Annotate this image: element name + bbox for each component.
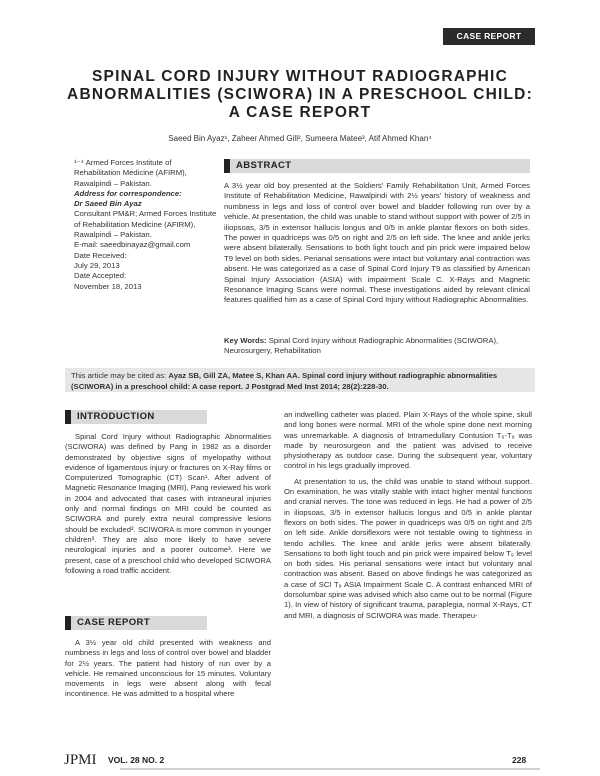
introduction-heading-text: INTRODUCTION <box>77 411 155 422</box>
introduction-paragraph: Spinal Cord Injury without Radiographic Abnormalities (SCIWORA) was defined by Pang in 1982 as a disorder demonstrated by objective signs of myelopathy without evidence of ligamentous injury or fractures on X-Ray films or Computerized Tomographic (CT) Scan¹. After advent of Magnetic Resonance Imaging (MRI), Pang reviewed his work in 2004 and advocated that cases with intraneural injuries only and normal findings on MRI could be counted as SCIWORA and purely extra neural compressive lesions should be excluded². SCIWORA is more common in younger children³. They are also more likely to have severe neurological injuries and a poorer outcome³. Here we present, case of a preschool child who developed SCIWORA following a road traffic accident. <box>65 432 271 575</box>
citation-prefix: This article may be cited as: <box>71 371 167 380</box>
correspondence-address: Consultant PM&R; Armed Forces Institute of Rehabilitation Medicine (AFIRM), Rawalpindi – Pakistan. <box>74 209 217 240</box>
correspondence-heading: Address for correspondence: <box>74 188 182 198</box>
article-type-tag: CASE REPORT <box>443 28 535 45</box>
correspondent-name: Dr Saeed Bin Ayaz <box>74 199 142 209</box>
right-column-body <box>284 410 532 626</box>
affiliation-institution: ¹⁻⁴ Armed Forces Institute of Rehabilitation Medicine (AFIRM), Rawalpindi – Pakistan. <box>74 158 187 188</box>
keywords-label: Key Words: <box>224 336 267 345</box>
abstract-body: A 3½ year old boy presented at the Soldiers' Family Rehabilitation Unit, Armed Forces Institute of Rehabilitation Medicine, Rawalpindi with 2½ years' history of weakness and numbness in legs and loss of control over bowel and bladder following run over by a vehicle. At presentation, the child was unable to stand without support with power of 2/5 in iliopsoas, 3/5 in extensor hallucis longus and 0/5 in ankle plantar flexors on both sides. The power in quadriceps was 0/5 on right and 2/5 on left side. The knee and ankle jerks were absent bilaterally. Sensations to both light touch and pin prick were impaired below T9 level on both sides. Perianal sensations were intact but voluntary anal contraction was absent. He was categorized as a case of Spinal Cord Injury T9 as classified by American Spinal Injury Association (ASIA) with impairment Scale C. X-Rays and Magnetic Resonance Imaging Scans were normal. These investigations aided by relevant clinical features qualified him as a case of Spinal Cord Injury without Radiographic Abnormalities. <box>224 181 530 305</box>
author-list: Saeed Bin Ayaz¹, Zaheer Ahmed Gill², Sumeera Matee³, Atif Ahmed Khan⁴ <box>168 134 432 143</box>
accepted-label: Date Accepted: <box>74 271 127 281</box>
abstract-heading <box>224 159 530 173</box>
abstract-heading-text: ABSTRACT <box>236 160 292 171</box>
introduction-body <box>65 432 271 581</box>
received-label: Date Received: <box>74 250 127 260</box>
footer-rule <box>120 768 540 770</box>
case-report-body <box>65 638 271 705</box>
citation-text: Ayaz SB, Gill ZA, Matee S, Khan AA. Spinal cord injury without radiographic abnormalities (SCIWORA) in a preschool child: A case report. J Postgrad Med Inst 2014; 28(2):228-30. <box>71 371 498 391</box>
article-title: SPINAL CORD INJURY WITHOUT RADIOGRAPHIC ABNORMALITIES (SCIWORA) IN A PRESCHOOL CHILD: A CASE REPORT <box>67 68 533 121</box>
keywords-text: Spinal Cord Injury without Radiographic Abnormalities (SCIWORA), Neurosurgery, Rehabilitation <box>224 336 499 356</box>
correspondence-email[interactable]: E-mail: saeedbinayaz@gmail.com <box>74 240 191 250</box>
journal-logo: JPMI <box>64 752 97 768</box>
right-column-paragraph: At presentation to us, the child was unable to stand without support. On examination, he was vitally stable with intact higher mental functions and cranial nerves. The tone was reduced in legs. He had a power of 2/5 in iliopsoas, 3/5 in extensor hallucis longus and 0/5 in ankle plantar flexors on both sides. The power in quadriceps was 0/5 on right and 2/5 on left side. Ankle dorsiflexors were not testable owing to tightness in tendo achilles. The knee and ankle jerks were absent bilaterally. Sensations to both light touch and pin prick were impaired below T₉ level on both sides. His perianal sensations were intact but voluntary anal contraction was absent. Based on above findings he was categorized as a case of SCI T₉ ASIA Impairment Scale C. A contrast enhanced MRI of dorsolumbar spine was advised which also came out to be normal (Figure 1). In view of history of significant trauma, paraplegia, normal X-Rays, CT and MRI, a diagnosis of SCIWORA was made. Therapeu- <box>284 476 532 620</box>
keywords <box>224 336 530 357</box>
case-report-paragraph: A 3½ year old child presented with weakness and numbness in legs and loss of control over bowel and bladder for 2½ years. The patient had history of run over by a vehicle. He remained unconscious for 15 minutes. Voluntary movements in legs were absent along with fecal incontinence. He was admitted to a hospital where <box>65 638 271 699</box>
received-date: July 29, 2013 <box>74 260 120 270</box>
introduction-heading <box>65 410 207 424</box>
case-report-heading-text: CASE REPORT <box>77 617 151 628</box>
page-number: 228 <box>512 755 527 765</box>
affiliation-block <box>74 158 220 292</box>
right-column-paragraph: an indwelling catheter was placed. Plain X-Rays of the whole spine, skull and long bones were normal. MRI of the whole spine done next morning was unremarkable. A diagnosis of Intramedullary Contusion T₆-T₈ was made by neurosurgeon and the patient was advised to receive physiotherapy as outdoor case. During the subsequent year, voluntary control in his legs gradually improved. <box>284 410 532 471</box>
accepted-date: November 18, 2013 <box>74 281 142 291</box>
case-report-heading <box>65 616 207 630</box>
volume-label: VOL. 28 NO. 2 <box>108 755 165 765</box>
citation-box <box>65 368 535 392</box>
